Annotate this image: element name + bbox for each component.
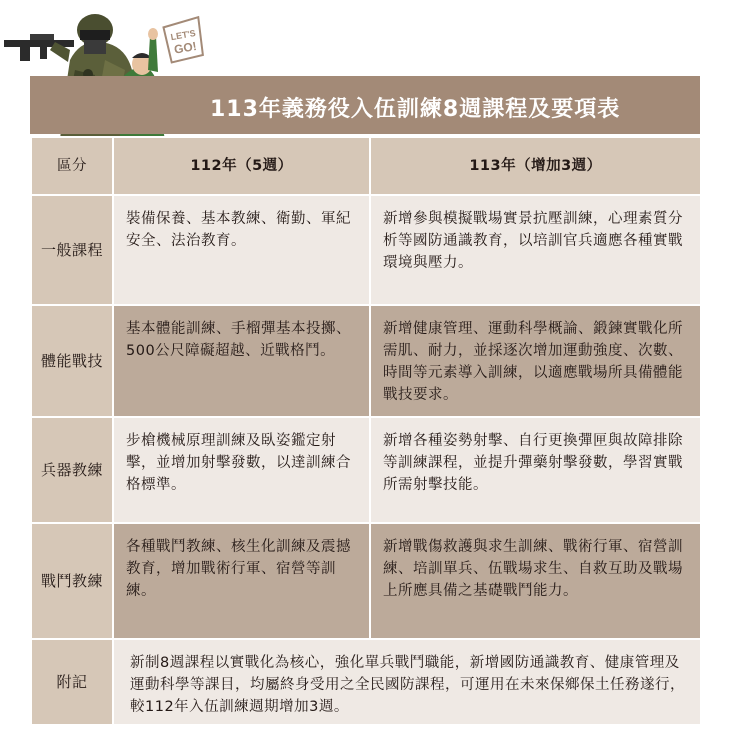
row-category: 一般課程 [31,195,113,305]
svg-text:LET'S: LET'S [169,27,197,43]
note-label: 附記 [31,639,113,725]
table-row [31,523,701,639]
cell-113: 新增健康管理、運動科學概論、鍛鍊實戰化所需肌、耐力，並採逐次增加運動強度、次數、時間等元素導入訓練，以適應戰場所具備體能戰技要求。 [370,305,701,417]
cell-112: 步槍機械原理訓練及臥姿鑑定射擊，並增加射擊發數，以達訓練合格標準。 [113,417,370,523]
cell-113: 新增參與模擬戰場實景抗壓訓練，心理素質分析等國防通識教育，以培訓官兵適應各種實戰環境與壓力。 [370,195,701,305]
table-header-row [31,137,701,195]
rifle-icon [4,40,74,47]
column-header-category: 區分 [31,137,113,195]
table-row [31,417,701,523]
note-text: 新制8週課程以實戰化為核心，強化單兵戰鬥職能，新增國防通識教育、健康管理及運動科學等課目，均屬終身受用之全民國防課程，可運用在未來保鄉保土任務遂行，較112年入伍訓練週期增加3週。 [113,639,701,725]
row-category: 戰鬥教練 [31,523,113,639]
note-row [31,639,701,725]
cell-113: 新增各種姿勢射擊、自行更換彈匣與故障排除等訓練課程，並提升彈藥射擊發數，學習實戰所需射擊技能。 [370,417,701,523]
column-header-112: 112年（5週） [113,137,370,195]
course-table [30,136,702,726]
row-category: 兵器教練 [31,417,113,523]
lets-go-badge [159,15,210,66]
cell-112: 各種戰鬥教練、核生化訓練及震撼教育，增加戰術行軍、宿營等訓練。 [113,523,370,639]
cell-112: 基本體能訓練、手榴彈基本投擲、500公尺障礙超越、近戰格鬥。 [113,305,370,417]
table-row [31,195,701,305]
table-row [31,305,701,417]
page-title: 113年義務役入伍訓練8週課程及要項表 [210,97,621,122]
column-header-113: 113年（增加3週） [370,137,701,195]
svg-text:GO!: GO! [173,39,198,57]
row-category: 體能戰技 [31,305,113,417]
cell-113: 新增戰傷救護與求生訓練、戰術行軍、宿營訓練、培訓單兵、伍戰場求生、自救互助及戰場上所應具備之基礎戰鬥能力。 [370,523,701,639]
cell-112: 裝備保養、基本教練、衛勤、軍紀安全、法治教育。 [113,195,370,305]
